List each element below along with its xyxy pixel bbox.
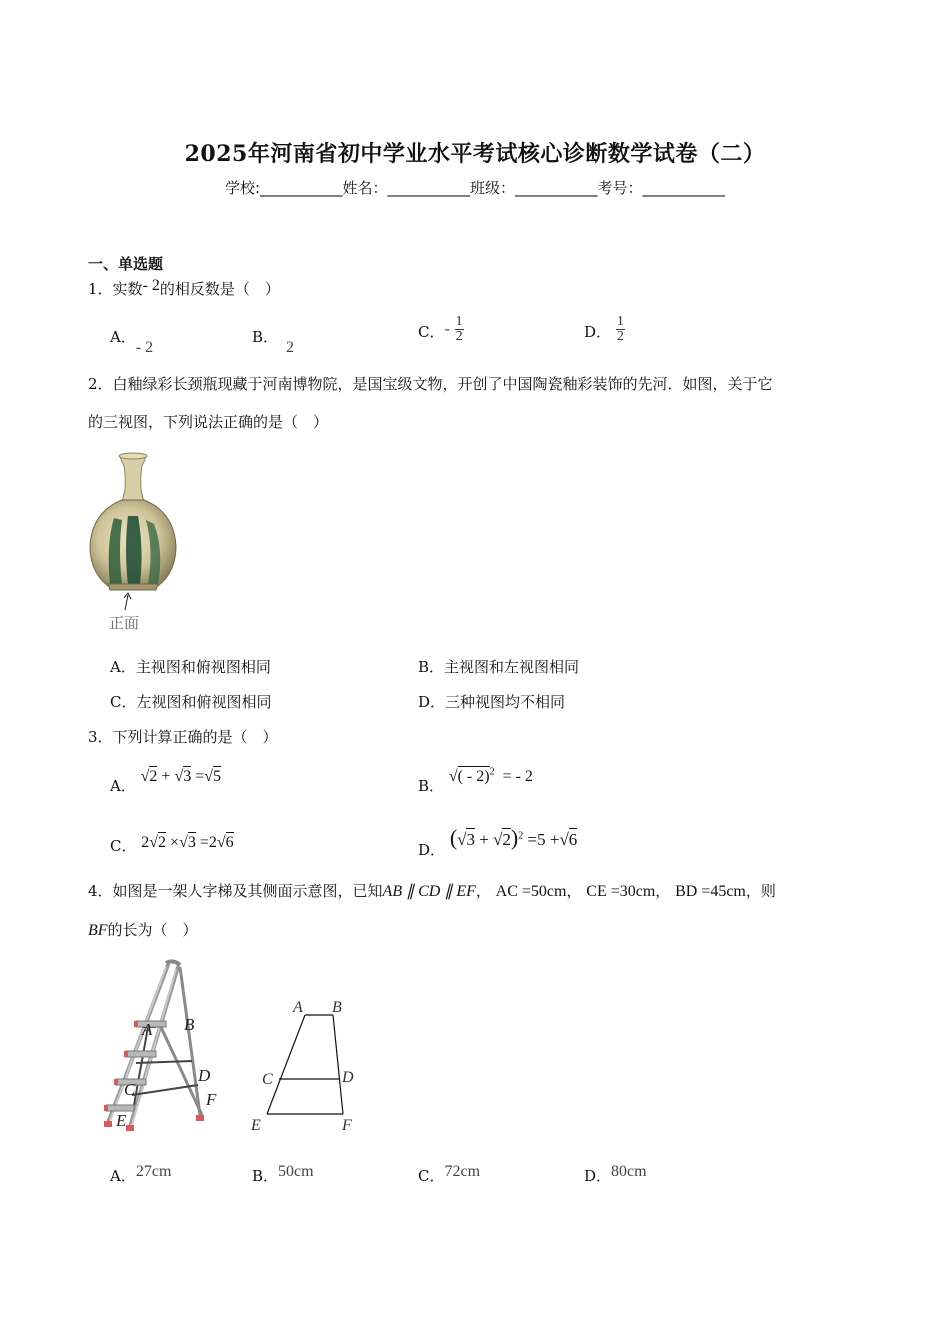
radicand: ( - 2) [457,768,490,785]
diagram-label-e: E [251,1117,261,1134]
photo-label-e: E [116,1111,127,1130]
diagram-label-c: C [262,1071,273,1088]
question-2-line-1: 2．白釉绿彩长颈瓶现藏于河南博物院，是国宝级文物，开创了中国陶瓷釉彩装饰的先河．如图，关于它 [88,375,773,393]
operator: = [195,768,205,785]
q1-option-b[interactable] [252,326,295,356]
option-value: 80cm [611,1163,647,1180]
math-expression: AB ∥ CD ∥ EF [382,883,476,900]
question-4-line-2 [88,919,198,940]
radicand: 3 [187,834,196,851]
radicand: 2 [502,830,511,849]
diagram-label-a: A [293,999,303,1016]
question-number: 1． [88,280,113,298]
denominator: 2 [455,329,463,344]
question-3: 3．下列计算正确的是（ ） [88,728,278,746]
q1-option-a[interactable] [110,326,154,356]
vase-image [84,450,184,635]
question-text: 实数 [112,280,143,298]
paren: ) [510,825,519,850]
q4-option-d[interactable] [584,1160,647,1185]
student-info-line: 学校:___________姓名：___________班级：___________考号：___________ [224,179,726,197]
option-label: C． [110,837,137,855]
radicand: 2 [149,768,158,785]
question-1 [88,278,280,299]
math-value: - 2 [142,277,160,294]
page-title: 2025年河南省初中学业水平考试核心诊断数学试卷（二） [184,141,766,167]
option-label: D． [584,322,612,341]
exponent: 2 [518,830,524,842]
separator: ， [475,882,491,900]
photo-label-a: A [142,1020,153,1039]
operator: × [170,834,180,851]
exponent: 2 [489,766,495,778]
option-label: B． [418,777,445,795]
photo-label-b: B [184,1015,195,1034]
q2-option-c[interactable]: C．左视图和俯视图相同 [110,693,272,711]
radicand: 5 [213,768,222,785]
result: = - 2 [502,768,533,785]
option-label: A． [110,1167,136,1185]
option-label: B． [252,1167,279,1185]
diagram-label-d: D [342,1069,354,1086]
q3-option-c[interactable] [110,831,234,855]
question-text: ，则 [745,882,776,900]
option-value: 2 [286,339,295,356]
question-text: 的长为（ ） [107,921,198,939]
option-value: 50cm [278,1163,314,1180]
front-label: 正面 [109,614,140,632]
separator: ， [655,882,671,900]
expression: √( - 2)$^2$ = - 2 [448,766,533,785]
fraction [455,315,464,344]
numerator: 1 [455,314,463,329]
question-text: 的相反数是（ ） [159,280,280,298]
option-value: - 2 [135,339,154,356]
separator: ， [566,882,582,900]
diagram-label-f: F [342,1117,352,1134]
photo-label-c: C [124,1080,136,1099]
expression: √2 + √3 =√5 [140,768,222,785]
q4-option-c[interactable] [418,1160,481,1185]
option-label: B． [252,328,279,346]
paren: ( [449,825,458,850]
expression: 2√2 ×√3 =2√6 [141,834,234,851]
ladder-image [90,955,230,1135]
operator: =2 [199,834,217,851]
radicand: 6 [568,830,578,849]
operator: + [479,830,489,849]
math-expression: BF [88,922,108,939]
radicand: 6 [225,834,234,851]
photo-label-f: F [206,1090,217,1109]
option-label: D． [418,841,446,859]
operator: + [161,768,171,785]
q1-option-c[interactable] [418,315,464,344]
radicand: 3 [466,830,475,849]
question-text: 4．如图是一架人字梯及其侧面示意图，已知 [88,882,383,900]
question-2-line-2: 的三视图，下列说法正确的是（ ） [88,413,329,431]
denominator: 2 [616,329,624,344]
q2-option-d[interactable]: D．三种视图均不相同 [418,693,566,711]
q2-option-b[interactable]: B．主视图和左视图相同 [418,658,580,676]
option-label: D． [584,1167,612,1185]
q3-option-d[interactable] [418,825,578,859]
q4-option-a[interactable] [110,1160,172,1185]
question-4-line-1 [88,880,776,901]
option-value: 27cm [135,1163,172,1180]
q3-option-a[interactable] [110,765,222,795]
option-label: A． [110,777,136,795]
radicand: 3 [183,768,192,785]
photo-label-d: D [198,1066,211,1085]
math-expression: BD =45cm [675,883,746,900]
numerator: 1 [616,314,624,329]
option-label: A． [110,328,136,346]
math-expression: CE =30cm [586,883,656,900]
option-label: C． [418,1167,445,1185]
coefficient: 2 [141,834,150,851]
ladder-diagram [240,990,380,1140]
math-expression: AC =50cm [495,883,567,900]
q4-option-b[interactable] [252,1160,314,1185]
radicand: 2 [158,834,167,851]
option-label: C． [418,322,445,341]
minus-sign: - [444,320,450,338]
fraction [616,315,625,344]
option-value: 72cm [444,1163,481,1180]
expression: $(√3 + √2)^2 =5 +√6$ [449,825,578,850]
diagram-label-b: B [332,999,342,1016]
q2-option-a[interactable]: A．主视图和俯视图相同 [110,658,271,676]
operator: =5 + [527,830,560,849]
q1-option-d[interactable] [584,315,625,344]
q3-option-b[interactable] [418,765,533,795]
section-heading: 一、单选题 [88,255,164,273]
